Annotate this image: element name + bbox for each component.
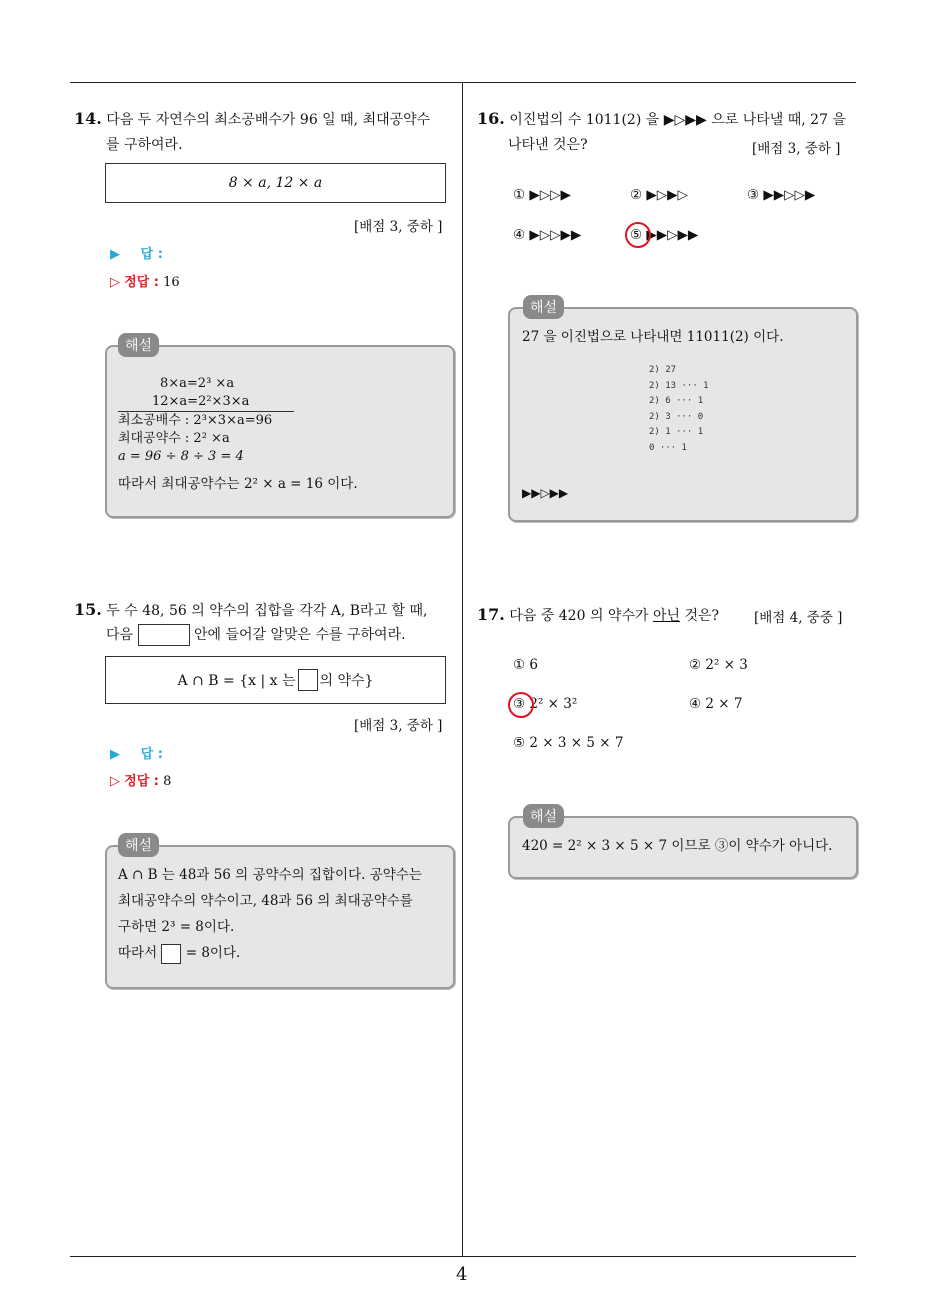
blank-box [138, 624, 190, 646]
calc-line: 2) 27 [649, 365, 677, 375]
option-1[interactable]: ① 6 [513, 657, 538, 673]
points-difficulty: [배점 4, 중중 ] [754, 610, 843, 626]
points-difficulty: [배점 3, 중하 ] [752, 141, 841, 157]
solution-arrow-icon: ▷ [110, 275, 120, 290]
calc-block [118, 375, 294, 466]
set-expression-post: 의 약수} [319, 673, 374, 689]
question-number: 14. [74, 109, 102, 128]
calc-line: 0 ··· 1 [649, 442, 687, 453]
set-expression-pre: A ∩ B = {x | x 는 [177, 673, 296, 689]
question-text: 두 수 48, 56 의 약수의 집합을 각각 A, B라고 할 때, [106, 603, 428, 619]
option-3[interactable]: ③ 2² × 3² [513, 696, 578, 712]
solution-value: 8 [163, 774, 172, 789]
question-text-underline: 아닌 [652, 608, 681, 624]
question-text: 이진법의 수 1011(2) 을 ▶▷▶▶ 으로 나타낼 때, 27 을 [509, 112, 846, 128]
option-1[interactable]: ① ▶▷▷▶ [513, 187, 571, 203]
explanation-line: A ∩ B 는 48과 56 의 공약수의 집합이다. 공약수는 [118, 867, 422, 883]
question-text-line2 [106, 622, 406, 649]
question-number: 15. [74, 600, 102, 619]
answer-label: 답 : [140, 747, 163, 762]
given-expression-box [105, 163, 446, 203]
correct-answer-mark [625, 222, 651, 248]
explanation-tag: 해설 [118, 333, 159, 357]
conclusion-text: 따라서 최대공약수는 2² × a = 16 이다. [118, 476, 358, 492]
explanation-line: 최대공약수의 약수이고, 48과 56 의 최대공약수를 [118, 893, 413, 909]
top-rule [70, 82, 856, 83]
question-number: 17. [477, 605, 505, 624]
calc-line: 2) 1 ··· 1 [649, 427, 704, 437]
answer-arrow-icon: ▶ [110, 247, 120, 262]
text-post: = 8이다. [185, 945, 241, 961]
bottom-rule [70, 1256, 856, 1257]
explanation-tag: 해설 [523, 804, 564, 828]
explanation-result: ▶▶▷▶▶ [522, 486, 569, 500]
option-5[interactable]: ⑤ 2 × 3 × 5 × 7 [513, 735, 624, 751]
given-expression-box [105, 656, 446, 704]
option-4[interactable]: ④ 2 × 7 [689, 696, 743, 712]
solution-row [110, 271, 180, 290]
division-calc [649, 363, 709, 456]
question-number: 16. [477, 109, 505, 128]
answer-row [110, 743, 163, 762]
calc-line: 2) 13 ··· 1 [649, 380, 709, 391]
question-text: 다음 두 자연수의 최소공배수가 96 일 때, 최대공약수 [106, 112, 431, 128]
calc-line: 12×a=2²×3×a [118, 393, 294, 412]
calc-line: 2) 6 ··· 1 [649, 396, 704, 406]
solution-arrow-icon: ▷ [110, 774, 120, 789]
blank-box [161, 944, 181, 964]
question-text-post: 것은? [684, 608, 720, 624]
option-5[interactable]: ⑤ ▶▶▷▶▶ [630, 227, 699, 243]
explanation-line: 420 = 2² × 3 × 5 × 7 이므로 ③이 약수가 아니다. [522, 838, 833, 854]
text-pre: 따라서 [118, 945, 158, 961]
option-2[interactable]: ② ▶▷▶▷ [630, 187, 688, 203]
question-text-pre: 다음 중 420 의 약수가 [509, 608, 649, 624]
solution-value: 16 [163, 275, 180, 290]
calc-line: 최대공약수 : 2² ×a [118, 431, 230, 446]
answer-arrow-icon: ▶ [110, 747, 120, 762]
calc-line: 2) 3 ··· 0 [649, 411, 704, 422]
calc-line: a = 96 ÷ 8 ÷ 3 = 4 [118, 449, 244, 464]
points-difficulty: [배점 3, 중하 ] [354, 219, 443, 235]
calc-line: 최소공배수 : 2³×3×a=96 [118, 413, 273, 428]
question-16 [477, 105, 859, 134]
correct-answer-mark [508, 692, 534, 718]
points-difficulty: [배점 3, 중하 ] [354, 718, 443, 734]
given-expression: 8 × a, 12 × a [228, 175, 323, 191]
text-post: 안에 들어갈 알맞은 수를 구하여라. [193, 627, 406, 643]
question-text-line2: 나타낸 것은? [508, 137, 588, 153]
calc-line: 8×a=2³ ×a [160, 376, 235, 391]
option-2[interactable]: ② 2² × 3 [689, 657, 748, 673]
explanation-tag: 해설 [523, 295, 564, 319]
question-text-line2: 를 구하여라. [106, 137, 183, 153]
question-14 [74, 105, 459, 134]
explanation-line: 구하면 2³ = 8이다. [118, 919, 235, 935]
question-15 [74, 596, 459, 625]
option-4[interactable]: ④ ▶▷▷▶▶ [513, 227, 582, 243]
answer-row [110, 243, 163, 262]
answer-label: 답 : [140, 247, 163, 262]
solution-label: 정답 : [124, 774, 159, 789]
explanation-tag: 해설 [118, 833, 159, 857]
text-pre: 다음 [106, 627, 134, 643]
solution-row [110, 770, 171, 789]
option-3[interactable]: ③ ▶▶▷▷▶ [747, 187, 816, 203]
blank-box [298, 669, 318, 691]
solution-label: 정답 : [124, 275, 159, 290]
column-divider [462, 82, 463, 1257]
explanation-line: 27 을 이진법으로 나타내면 11011(2) 이다. [522, 329, 784, 345]
page-number: 4 [456, 1264, 468, 1285]
explanation-line [118, 940, 240, 966]
